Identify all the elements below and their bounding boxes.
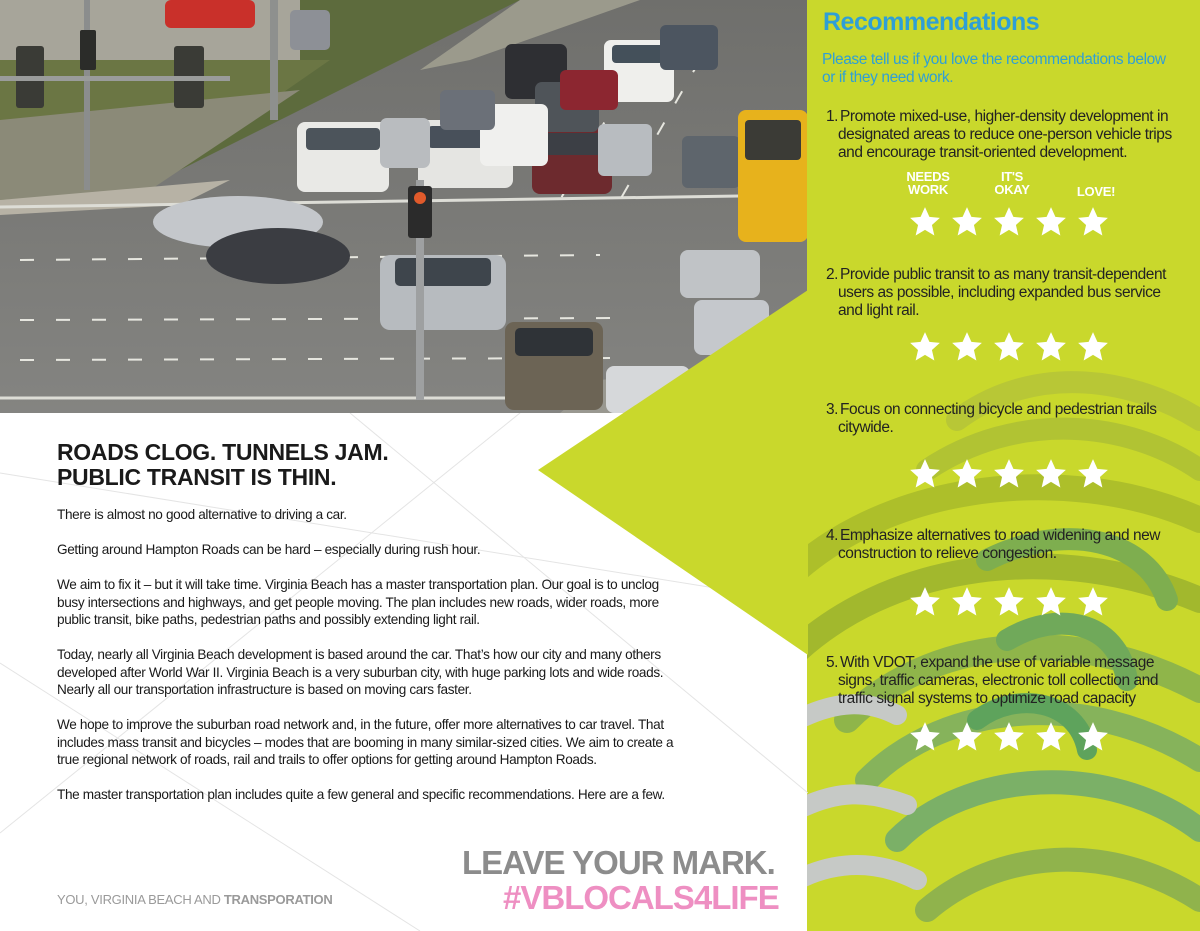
star-icon[interactable] — [1076, 205, 1110, 239]
scale-label-needs-work: NEEDS WORK — [906, 169, 950, 197]
star-icon[interactable] — [950, 585, 984, 619]
rating-stars-1 — [908, 205, 1110, 239]
star-icon[interactable] — [908, 720, 942, 754]
recommendation-3 — [820, 401, 1185, 437]
star-icon[interactable] — [992, 720, 1026, 754]
star-icon[interactable] — [1076, 585, 1110, 619]
footer-title-normal: YOU, VIRGINIA BEACH AND — [57, 892, 224, 907]
star-icon[interactable] — [1034, 330, 1068, 364]
rating-stars-2 — [908, 330, 1110, 364]
rating-stars-3 — [908, 457, 1110, 491]
recommendation-4 — [820, 527, 1185, 563]
star-icon[interactable] — [950, 330, 984, 364]
article-paragraph: Today, nearly all Virginia Beach development is based around the car. That’s how our city and many others developed after World War II. Virginia Beach is a very suburban city, with huge parking lots and wide roads. Nearly all our transportation infrastructure is based on moving cars faster. — [57, 647, 664, 697]
recommendation-text: Emphasize alternatives to road widening and new construction to relieve congestion. — [838, 527, 1161, 562]
star-icon[interactable] — [1076, 457, 1110, 491]
star-icon[interactable] — [992, 205, 1026, 239]
hashtag-text: #VBLOCALS4LIFE — [503, 879, 779, 916]
recommendation-number: 2. — [825, 266, 838, 283]
article-paragraph: The master transportation plan includes quite a few general and specific recommendations. Here are a few. — [57, 787, 665, 802]
article-headline — [57, 440, 388, 490]
article-paragraph: We hope to improve the suburban road network and, in the future, offer more alternatives to car travel. That includes mass transit and bicycles – modes that are booming in many similar-sized cities. We aim to create a true regional network of roads, rail and trails to offer options for getting around Hampton Roads. — [57, 717, 674, 767]
star-icon[interactable] — [908, 330, 942, 364]
star-icon[interactable] — [950, 205, 984, 239]
recommendation-number: 4. — [825, 527, 838, 544]
article-body — [57, 506, 677, 821]
recommendation-text: With VDOT, expand the use of variable message signs, traffic cameras, electronic toll collection and traffic signal systems to optimize road capacity — [838, 654, 1159, 707]
footer-section-title — [57, 892, 332, 907]
star-icon[interactable] — [1034, 457, 1068, 491]
recommendation-number: 5. — [825, 654, 838, 671]
recommendation-number: 3. — [825, 401, 838, 418]
star-icon[interactable] — [992, 330, 1026, 364]
star-icon[interactable] — [1034, 720, 1068, 754]
star-icon[interactable] — [950, 720, 984, 754]
recommendation-text: Provide public transit to as many transit-dependent users as possible, including expanded bus service and light rail. — [838, 266, 1166, 319]
headline-line-1: ROADS CLOG. TUNNELS JAM. — [57, 439, 389, 465]
scale-label-its-okay: IT'S OKAY — [994, 169, 1030, 197]
recommendation-number: 1. — [825, 108, 838, 125]
recommendation-1 — [820, 108, 1185, 162]
star-icon[interactable] — [1034, 205, 1068, 239]
slogan-text: LEAVE YOUR MARK. — [462, 844, 775, 881]
star-icon[interactable] — [950, 457, 984, 491]
star-icon[interactable] — [908, 585, 942, 619]
article-paragraph: We aim to fix it – but it will take time. Virginia Beach has a master transportation plan. Our goal is to unclog busy intersections and highways, and get people moving. The plan includes new roads, wider roads, more public transit, bike paths, pedestrian paths and possibly extending light rail. — [57, 577, 659, 627]
scale-label-love: LOVE! — [1076, 184, 1116, 199]
star-icon[interactable] — [992, 585, 1026, 619]
recommendation-5 — [820, 654, 1185, 708]
rating-stars-4 — [908, 585, 1110, 619]
recommendations-intro: Please tell us if you love the recommendations below or if they need work. — [822, 51, 1166, 86]
footer-title-bold: TRANSPORATION — [223, 892, 333, 907]
article-paragraph: Getting around Hampton Roads can be hard – especially during rush hour. — [57, 542, 481, 557]
recommendation-2 — [820, 266, 1185, 320]
star-icon[interactable] — [1034, 585, 1068, 619]
headline-line-2: PUBLIC TRANSIT IS THIN. — [57, 464, 337, 490]
recommendations-title: Recommendations — [823, 8, 1040, 36]
star-icon[interactable] — [1076, 330, 1110, 364]
star-icon[interactable] — [992, 457, 1026, 491]
recommendation-text: Promote mixed-use, higher-density development in designated areas to reduce one-person vehicle trips and encourage transit-oriented development. — [838, 108, 1172, 161]
rating-stars-5 — [908, 720, 1110, 754]
article-paragraph: There is almost no good alternative to driving a car. — [57, 507, 347, 522]
star-icon[interactable] — [908, 457, 942, 491]
star-icon[interactable] — [908, 205, 942, 239]
recommendation-text: Focus on connecting bicycle and pedestrian trails citywide. — [838, 401, 1157, 436]
star-icon[interactable] — [1076, 720, 1110, 754]
